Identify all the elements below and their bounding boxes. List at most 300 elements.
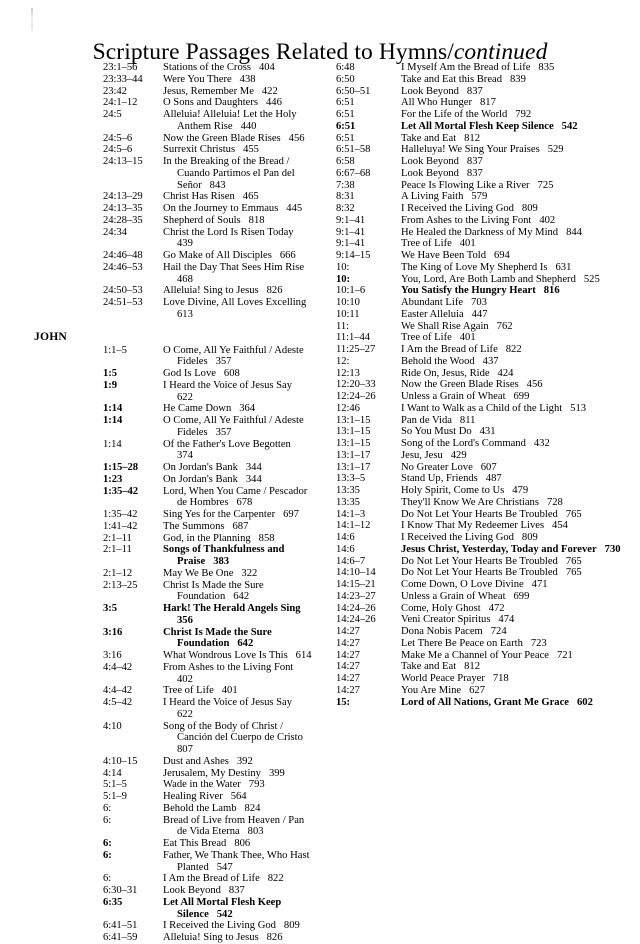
scripture-reference: 13:3–5: [336, 473, 366, 485]
hymn-number: 809: [521, 532, 538, 543]
scripture-reference: 10:: [336, 273, 350, 285]
hymn-number: 718: [492, 673, 509, 684]
scripture-entry: [336, 438, 632, 450]
hymn-title-text: Look Beyond: [401, 167, 459, 179]
hymn-title: [163, 85, 314, 98]
scripture-reference: 11:1–44: [336, 332, 370, 344]
scripture-entry: [103, 662, 314, 686]
hymn-title-text: Come Down, O Love Divine: [401, 579, 524, 590]
hymn-number: 812: [464, 132, 480, 144]
hymn-number: 765: [565, 555, 582, 567]
scripture-entry: [103, 521, 314, 533]
hymn-title: [163, 626, 314, 651]
scripture-reference: 1:35–42: [103, 485, 138, 497]
hymn-number: 858: [258, 532, 275, 544]
scripture-reference: 1:41–42: [103, 520, 138, 532]
scripture-reference: 6:51: [336, 120, 356, 132]
hymn-number: 472: [488, 602, 505, 614]
hymn-title-text: God, in the Planning: [163, 532, 251, 544]
scripture-reference: 4:4–42: [103, 661, 133, 673]
scripture-reference: 14:24–26: [336, 602, 376, 614]
scripture-reference: 10:1–6: [336, 285, 366, 297]
hymn-number: 807: [177, 744, 193, 755]
scripture-entry: [336, 285, 632, 297]
hymn-title-text: On Jordan's Bank: [163, 462, 238, 473]
hymn-number: 446: [266, 97, 282, 109]
scripture-entry: [336, 227, 632, 239]
scripture-reference: 24:5–6: [103, 144, 133, 156]
hymn-title: [163, 509, 314, 521]
hymn-number: 816: [543, 285, 560, 297]
hymn-title: [401, 191, 632, 203]
scripture-entry: [103, 815, 314, 839]
scripture-entry: [103, 779, 314, 791]
scripture-reference: 6:51: [336, 109, 355, 120]
hymn-title-text: Look Beyond: [401, 156, 459, 167]
hymn-number: 392: [236, 755, 253, 767]
scripture-entry: [336, 650, 632, 662]
hymn-number: 721: [556, 649, 573, 661]
hymn-number: 844: [566, 226, 582, 238]
scripture-reference: 24:13–15: [103, 156, 143, 167]
hymn-number: 474: [498, 614, 515, 626]
hymn-title-text: Do Not Let Your Hearts Be Troubled: [401, 567, 558, 579]
scripture-reference: 6:48: [336, 62, 355, 73]
scripture-reference: 13:1–15: [336, 438, 371, 449]
hymn-number: 602: [576, 696, 593, 708]
hymn-title-text: Let There Be Peace on Earth: [401, 637, 523, 649]
hymn-title: [163, 144, 314, 156]
hymn-title: [401, 179, 632, 192]
scripture-reference: 14:15–21: [336, 579, 376, 590]
hymn-title: [401, 543, 632, 556]
hymn-number: 440: [240, 120, 257, 132]
scripture-reference: 14:27: [336, 649, 360, 661]
scripture-reference: 1:15–28: [103, 462, 138, 473]
scripture-entry: [103, 697, 314, 721]
scripture-reference: 24:5–6: [103, 132, 133, 144]
scripture-reference: 24:5: [103, 109, 122, 120]
scripture-reference: 4:10–15: [103, 755, 138, 767]
scripture-reference: 14:27: [336, 661, 360, 673]
scripture-reference: 24:13–29: [103, 191, 143, 203]
hymn-title-text: Healing River: [163, 791, 223, 802]
hymn-title: [163, 97, 314, 109]
hymn-title: [163, 344, 314, 369]
hymn-title-text: Peace Is Flowing Like a River: [401, 179, 530, 191]
hymn-title: [401, 414, 632, 427]
scripture-reference: 14:10–14: [336, 567, 376, 579]
hymn-title: [401, 485, 632, 497]
scripture-reference: 14:6–7: [336, 555, 366, 567]
hymn-title: [401, 226, 632, 239]
hymn-number: 456: [526, 379, 543, 391]
hymn-number: 699: [513, 590, 530, 602]
scripture-reference: 3:5: [103, 603, 117, 614]
hymn-title-text: Hark! The Herald Angels Sing: [163, 603, 301, 614]
hymn-title-text: The King of Love My Shepherd Is: [401, 261, 548, 273]
hymn-title: [401, 109, 632, 121]
scripture-entry: [103, 297, 314, 321]
hymn-title-text: Do Not Let Your Hearts Be Troubled: [401, 555, 558, 567]
hymn-number: 811: [459, 414, 476, 426]
hymn-number: 437: [482, 355, 499, 367]
scripture-entry: [336, 344, 632, 356]
scripture-entry: [336, 497, 632, 509]
hymn-title: [401, 496, 632, 509]
scripture-reference: 6:41–59: [103, 932, 138, 943]
hymn-title-text: Christ the Lord Is Risen Today: [163, 226, 294, 238]
hymn-title: [401, 261, 632, 274]
scripture-reference: 6:51–58: [336, 144, 371, 156]
hymn-title: [163, 567, 314, 580]
scripture-entry: [336, 473, 632, 485]
scripture-entry: [103, 191, 314, 203]
hymn-title-text: Christ Is Made the Sure Foundation: [163, 626, 272, 650]
hymn-title-text: Love Divine, All Loves Excelling: [163, 297, 307, 308]
hymn-number: 803: [247, 826, 264, 838]
scripture-entry: [103, 203, 314, 215]
scripture-entry: [336, 567, 632, 579]
hymn-title: [401, 602, 632, 615]
hymn-number: 357: [215, 426, 232, 438]
hymn-title-text: In the Breaking of the Bread / Cuando Partimos el Pan del Señor: [163, 156, 295, 191]
hymn-title: [163, 650, 314, 662]
hymn-title-text: Unless a Grain of Wheat: [401, 391, 506, 402]
hymn-title: [401, 73, 632, 86]
hymn-title: [163, 285, 314, 297]
hymn-title-text: Christ Is Made the Sure Foundation: [163, 579, 264, 603]
hymn-number: 455: [243, 144, 259, 156]
scripture-reference: 1:35–42: [103, 509, 138, 520]
hymn-title: [401, 62, 632, 74]
scripture-reference: 2:1–11: [103, 544, 132, 556]
scripture-reference: 2:1–11: [103, 532, 132, 544]
hymn-number: 762: [496, 320, 513, 332]
hymn-title: [163, 226, 314, 251]
hymn-title: [163, 579, 314, 604]
scripture-reference: 6:58: [336, 156, 355, 167]
hymn-title: [401, 626, 632, 638]
hymn-title: [163, 403, 314, 415]
hymn-number: 818: [248, 214, 265, 226]
hymn-title-text: O Sons and Daughters: [163, 97, 259, 109]
hymn-title-text: Surrexit Christus: [163, 144, 236, 156]
right-column-entries: [336, 62, 632, 708]
hymn-number: 402: [177, 673, 193, 685]
hymn-title-text: Bread of Live from Heaven / Pan de Vida Eterna: [163, 814, 305, 838]
hymn-number: 837: [466, 167, 483, 179]
scripture-reference: 14:6: [336, 543, 355, 555]
scripture-entry: [103, 439, 314, 463]
scripture-entry: [336, 379, 632, 391]
scripture-entry: [103, 756, 314, 768]
hymn-title-text: Lord, When You Came / Pescador de Hombres: [163, 485, 308, 509]
hymn-number: 564: [230, 791, 247, 802]
hymn-title-text: Look Beyond: [163, 885, 221, 896]
scripture-entry: [336, 638, 632, 650]
scripture-entry: [103, 721, 314, 756]
hymn-title: [401, 156, 632, 168]
hymn-title: [401, 520, 632, 532]
hymn-title: [401, 590, 632, 603]
scripture-entry: [103, 932, 314, 944]
hymn-title-text: Dust and Ashes: [163, 755, 229, 767]
hymn-title-text: Jerusalem, My Destiny: [163, 767, 261, 779]
hymn-title-text: I Want to Walk as a Child of the Light: [401, 402, 563, 414]
hymn-title: [163, 73, 314, 86]
hymn-title-text: O Come, All Ye Faithful / Adeste Fideles: [163, 344, 304, 368]
scripture-entry: [336, 368, 632, 380]
scripture-reference: 23:1–56: [103, 62, 138, 73]
hymn-number: 614: [295, 650, 312, 661]
hymn-title-text: Look Beyond: [401, 85, 459, 97]
scripture-entry: [336, 697, 632, 709]
scripture-entry: [103, 215, 314, 227]
hymn-title-text: On the Journey to Emmaus: [163, 203, 279, 214]
hymn-number: 468: [177, 273, 193, 285]
scripture-reference: 24:46–53: [103, 261, 143, 273]
hymn-number: 642: [233, 591, 250, 603]
hymn-title-text: Stations of the Cross: [163, 62, 251, 73]
scripture-reference: 6:30–31: [103, 885, 138, 896]
hymn-number: 728: [546, 496, 563, 508]
hymn-number: 357: [215, 356, 232, 368]
hymn-title: [401, 438, 632, 450]
scripture-entry: [336, 450, 632, 462]
hymn-number: 429: [450, 449, 467, 461]
scripture-reference: 13:1–17: [336, 461, 371, 473]
scripture-reference: 12:20–33: [336, 379, 376, 391]
scripture-reference: 1:14: [103, 403, 123, 415]
hymn-title-text: Pan de Vida: [401, 414, 452, 426]
left-column-luke-entries: [103, 62, 314, 321]
scripture-reference: 6:50–51: [336, 85, 371, 97]
hymn-title-text: I Received the Living God: [401, 532, 514, 543]
hymn-title: [401, 684, 632, 697]
hymn-title-text: May We Be One: [163, 567, 234, 579]
hymn-number: 401: [459, 332, 476, 344]
hymn-number: 424: [497, 367, 514, 379]
hymn-title: [163, 802, 314, 815]
hymn-title: [401, 332, 632, 344]
scripture-reference: 14:27: [336, 626, 360, 637]
scripture-entry: [103, 897, 314, 921]
hymn-number: 792: [515, 109, 532, 120]
hymn-title-text: Tree of Life: [401, 238, 452, 250]
scripture-entry: [336, 403, 632, 415]
hymn-number: 454: [552, 520, 568, 532]
scripture-entry: [336, 603, 632, 615]
scripture-entry: [103, 74, 314, 86]
hymn-number: 608: [223, 368, 240, 379]
hymn-title-text: Alleluia! Alleluia! Let the Holy Anthem Rise: [163, 109, 297, 132]
hymn-title-text: Alleluia! Sing to Jesus: [163, 285, 259, 297]
hymn-number: 835: [538, 62, 555, 73]
scripture-entry: [103, 509, 314, 521]
hymn-title-text: Unless a Grain of Wheat: [401, 590, 506, 602]
scripture-reference: 6:50: [336, 73, 355, 85]
hymn-number: 699: [513, 391, 530, 402]
scripture-reference: 14:27: [336, 684, 360, 696]
hymn-title-text: Jesu, Jesu: [401, 449, 443, 461]
scripture-reference: 24:51–53: [103, 297, 143, 308]
scripture-entry: [103, 368, 314, 380]
left-column: [0, 62, 320, 944]
hymn-title: [401, 614, 632, 626]
hymn-title-text: Halleluya! We Sing Your Praises: [401, 144, 540, 156]
hymn-title: [163, 791, 314, 803]
scripture-entry: [336, 661, 632, 673]
scripture-reference: 11:: [336, 320, 349, 332]
page-title-continued: continued: [453, 38, 548, 65]
scripture-reference: 6:: [103, 814, 112, 826]
scripture-reference: 12:13: [336, 367, 360, 379]
hymn-title-text: I Heard the Voice of Jesus Say: [163, 697, 293, 708]
hymn-title-text: He Healed the Darkness of My Mind: [401, 226, 559, 238]
hymn-number: 765: [565, 508, 582, 520]
hymn-title-text: I Received the Living God: [163, 920, 276, 932]
scripture-reference: 6:: [103, 849, 112, 861]
hymn-number: 439: [177, 238, 193, 250]
scripture-reference: 4:5–42: [103, 697, 133, 708]
scripture-entry: [336, 62, 632, 74]
hymn-title: [401, 696, 632, 709]
hymn-title-text: Let All Mortal Flesh Keep Silence: [163, 896, 282, 920]
scripture-entry: [336, 332, 632, 344]
hymn-title: [163, 544, 314, 568]
hymn-title: [401, 567, 632, 579]
hymn-number: 631: [555, 261, 572, 273]
scripture-entry: [336, 203, 632, 215]
scripture-entry: [336, 532, 632, 544]
hymn-title: [163, 250, 314, 262]
scripture-reference: 1:5: [103, 368, 117, 379]
scripture-entry: [103, 227, 314, 251]
hymn-title-text: Stand Up, Friends: [401, 473, 478, 485]
scripture-reference: 12:24–26: [336, 391, 376, 402]
hymn-title-text: Songs of Thankfulness and Praise: [163, 544, 285, 567]
scripture-reference: 24:34: [103, 226, 127, 238]
hymn-number: 824: [244, 802, 261, 814]
scripture-entry: [103, 885, 314, 897]
hymn-title-text: Song of the Body of Christ / Canción del Cuerpo de Cristo: [163, 720, 303, 744]
hymn-title: [163, 132, 314, 145]
hymn-title-text: Take and Eat this Bread: [401, 73, 503, 85]
hymn-title-text: You Are Mine: [401, 684, 462, 696]
hymn-number: 826: [266, 932, 283, 943]
hymn-title: [163, 368, 314, 380]
hymn-number: 622: [177, 708, 193, 720]
hymn-title: [163, 109, 314, 133]
scripture-entry: [103, 627, 314, 651]
hymn-number: 374: [177, 450, 193, 462]
hymn-number: 809: [521, 203, 538, 214]
scripture-reference: 1:1–5: [103, 344, 127, 356]
hymn-number: 822: [267, 873, 284, 885]
hymn-number: 687: [232, 520, 249, 532]
scripture-reference: 6:51: [336, 97, 355, 109]
hymn-title-text: Eat This Bread: [163, 838, 227, 849]
hymn-title-text: I Am the Bread of Life: [401, 344, 498, 355]
scripture-reference: 23:42: [103, 85, 127, 97]
hymn-title: [163, 685, 314, 697]
scripture-reference: 6:51: [336, 132, 355, 144]
hymn-number: 542: [216, 908, 233, 920]
hymn-title-text: Tree of Life: [401, 332, 452, 344]
hymn-title-text: From Ashes to the Living Font: [401, 214, 532, 226]
scripture-reference: 9:1–41: [336, 226, 366, 238]
scripture-reference: 6:: [103, 873, 112, 885]
scripture-entry: [336, 462, 632, 474]
scripture-entry: [336, 391, 632, 403]
scripture-entry: [103, 850, 314, 874]
hymn-title: [163, 438, 314, 463]
scripture-entry: [103, 262, 314, 286]
scripture-reference: 8:31: [336, 191, 355, 203]
hymn-number: 809: [283, 920, 300, 932]
hymn-title-text: Take and Eat: [401, 132, 457, 144]
hymn-title-text: What Wondrous Love Is This: [163, 650, 288, 661]
hymn-title-text: Shepherd of Souls: [163, 214, 241, 226]
scripture-reference: 3:16: [103, 626, 123, 638]
hymn-title: [401, 285, 632, 297]
scripture-entry: [336, 297, 632, 309]
hymn-title-text: Wade in the Water: [163, 779, 241, 791]
hymn-title-text: Behold the Wood: [401, 355, 475, 367]
scripture-entry: [336, 309, 632, 321]
hymn-title: [163, 191, 314, 203]
scripture-entry: [103, 462, 314, 474]
hymn-title-text: He Came Down: [163, 403, 232, 415]
hymn-title: [163, 720, 314, 756]
hymn-number: 445: [286, 203, 303, 214]
hymn-title-text: Alleluia! Sing to Jesus: [163, 932, 259, 943]
hymn-title: [163, 838, 314, 850]
hymn-number: 431: [479, 426, 496, 438]
hymn-number: 422: [261, 85, 278, 97]
hymn-number: 547: [216, 861, 233, 873]
scripture-entry: [103, 603, 314, 627]
hymn-title: [401, 379, 632, 391]
hymn-title-text: Ride On, Jesus, Ride: [401, 367, 490, 379]
hymn-number: 529: [547, 144, 564, 156]
hymn-number: 839: [510, 73, 526, 85]
hymn-title-text: Let All Mortal Flesh Keep Silence: [401, 120, 554, 132]
hymn-title-text: O Come, All Ye Faithful / Adeste Fideles: [163, 415, 304, 438]
scripture-entry: [336, 262, 632, 274]
hymn-title: [401, 120, 632, 133]
hymn-title-text: I Heard the Voice of Jesus Say: [163, 379, 293, 391]
hymn-number: 697: [283, 509, 299, 520]
hymn-number: 837: [466, 156, 483, 167]
hymn-title-text: They'll Know We Are Christians: [401, 496, 539, 508]
scripture-reference: 6:: [103, 838, 112, 849]
hymn-number: 356: [177, 614, 193, 626]
hymn-title-text: World Peace Prayer: [401, 673, 485, 684]
scripture-reference: 24:46–48: [103, 250, 143, 261]
scripture-entry: [336, 321, 632, 333]
scripture-entry: [336, 250, 632, 262]
hymn-number: 678: [236, 497, 253, 509]
hymn-number: 723: [530, 637, 547, 649]
scripture-reference: 14:1–12: [336, 520, 371, 532]
hymn-title-text: Christ Has Risen: [163, 191, 235, 203]
hymn-number: 703: [471, 297, 487, 308]
scripture-reference: 6:35: [103, 896, 123, 908]
hymn-number: 456: [288, 132, 305, 144]
hymn-title: [163, 261, 314, 286]
